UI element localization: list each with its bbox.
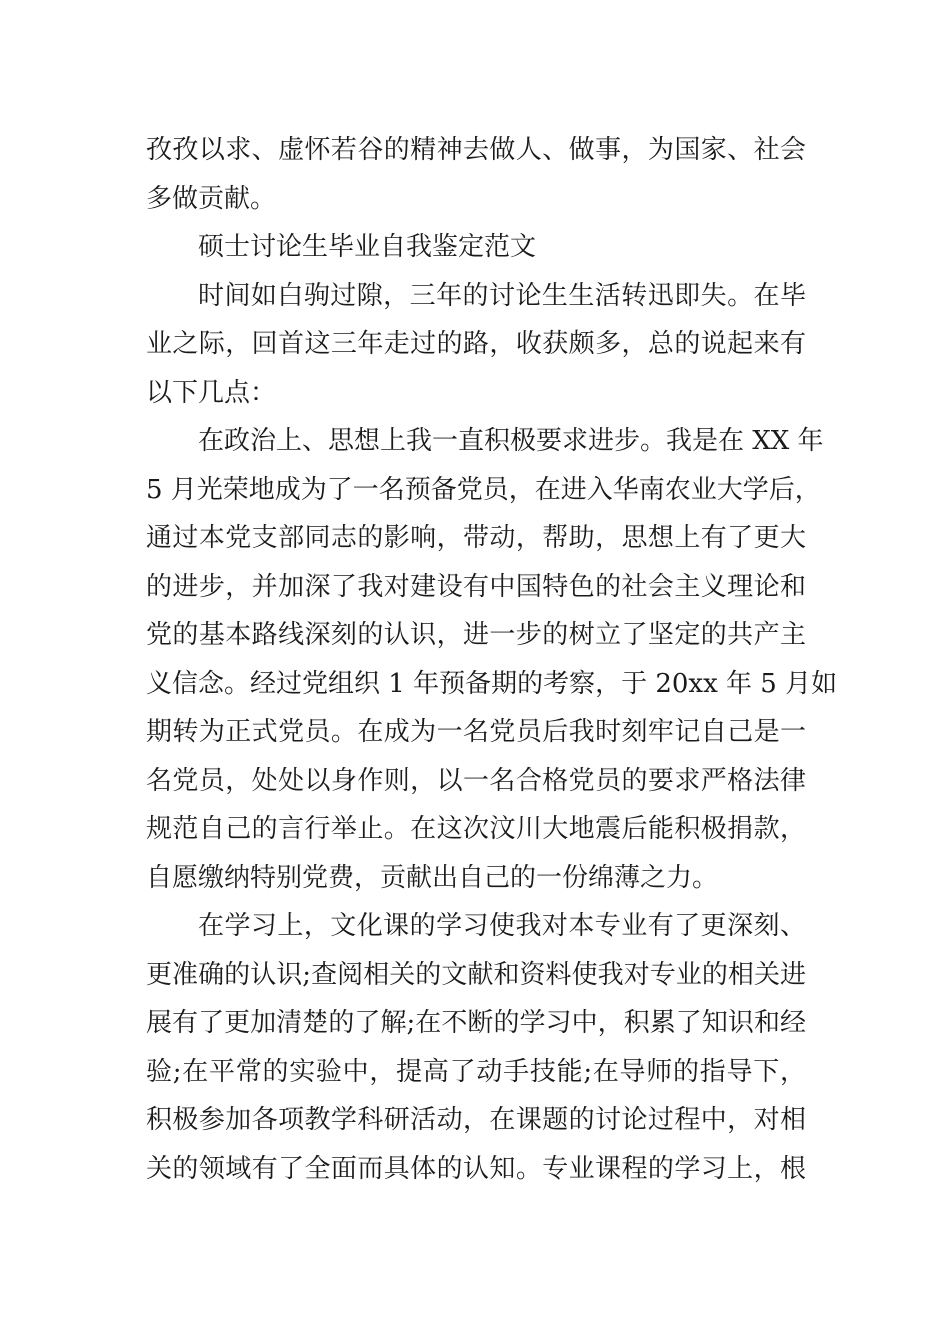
document-body (146, 126, 838, 1193)
text-line: 在政治上、思想上我一直积极要求进步。我是在 XX 年 (198, 426, 824, 456)
text-line: 更准确的认识;查阅相关的文献和资料使我对专业的相关进 (146, 959, 806, 990)
text-line: 展有了更加清楚的了解;在不断的学习中，积累了知识和经 (146, 1008, 806, 1038)
text-line: 5 月光荣地成为了一名预备党员，在进入华南农业大学后， (146, 474, 821, 505)
text-line: 党的基本路线深刻的认识，进一步的树立了坚定的共产主 (146, 620, 806, 650)
section-heading: 硕士讨论生毕业自我鉴定范文 (198, 232, 537, 262)
text-line: 名党员，处处以身作则，以一名合格党员的要求严格法律 (146, 765, 806, 796)
text-line: 的进步，并加深了我对建设有中国特色的社会主义理论和 (146, 571, 806, 602)
text-line: 通过本党支部同志的影响，带动，帮助，思想上有了更大 (146, 523, 806, 553)
text-line: 期转为正式党员。在成为一名党员后我时刻牢记自己是一 (146, 717, 806, 747)
text-line: 多做贡献。 (146, 183, 277, 214)
text-line: 业之际，回首这三年走过的路，收获颇多，总的说起来有 (146, 329, 806, 359)
text-line: 关的领域有了全面而具体的认知。专业课程的学习上，根 (146, 1153, 806, 1184)
text-line: 自愿缴纳特别党费，贡献出自己的一份绵薄之力。 (146, 862, 719, 893)
text-line: 孜孜以求、虚怀若谷的精神去做人、做事，为国家、社会 (146, 135, 806, 165)
text-line: 规范自己的言行举止。在这次汶川大地震后能积极捐款， (146, 814, 806, 844)
text-line: 时间如白驹过隙，三年的讨论生生活转迅即失。在毕 (198, 280, 806, 311)
text-line: 验;在平常的实验中，提高了动手技能;在导师的指导下， (146, 1056, 806, 1087)
text-line: 在学习上，文化课的学习使我对本专业有了更深刻、 (198, 911, 806, 941)
text-line: 义信念。经过党组织 1 年预备期的考察，于 20xx 年 5 月如 (146, 668, 838, 699)
text-line: 积极参加各项教学科研活动，在课题的讨论过程中，对相 (146, 1105, 806, 1135)
text-line: 以下几点： (146, 377, 277, 408)
